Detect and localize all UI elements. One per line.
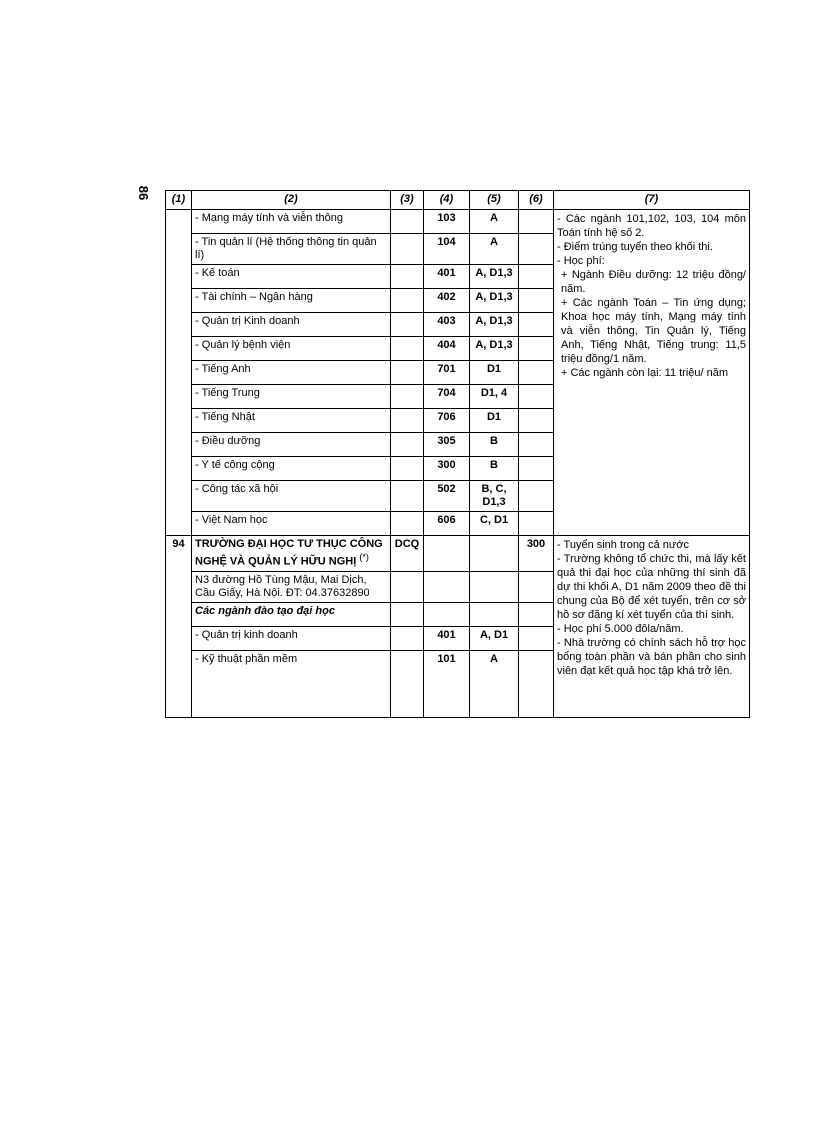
program-code: 704 — [424, 385, 470, 409]
program-name: - Quản trị Kinh doanh — [192, 313, 391, 337]
section-1 — [166, 210, 750, 536]
exam-block: B — [470, 457, 519, 481]
quota-cell — [519, 361, 554, 385]
quota-cell — [519, 650, 554, 717]
school-code-cell — [391, 626, 424, 650]
exam-block: A, D1,3 — [470, 289, 519, 313]
quota-cell — [519, 481, 554, 512]
exam-block: D1 — [470, 361, 519, 385]
col-header-4: (4) — [424, 191, 470, 210]
program-name: - Kỹ thuật phần mềm — [192, 650, 391, 717]
empty-cell — [519, 571, 554, 602]
exam-block: A — [470, 650, 519, 717]
school-code-cell — [391, 385, 424, 409]
col-header-5: (5) — [470, 191, 519, 210]
empty-cell — [470, 571, 519, 602]
page-number: 86 — [136, 185, 151, 201]
program-code: 104 — [424, 234, 470, 265]
school-index: 94 — [166, 536, 192, 718]
school-code-cell — [391, 650, 424, 717]
school-code: DCQ — [391, 536, 424, 572]
school-name-cell — [192, 536, 391, 572]
empty-cell — [424, 571, 470, 602]
note-line: - Trường không tổ chức thi, mà lấy kết quả thi đại học của những thí sinh đã dự thi khối A, D1 năm 2009 theo đề thi chung của Bộ để xét tuyển, trên cơ sở hồ sơ đăng kí xét tuyển của thí sinh. — [557, 553, 746, 621]
school-code-cell — [391, 481, 424, 512]
empty-cell — [519, 602, 554, 626]
program-name: - Tin quản lí (Hệ thống thông tin quản lí) — [192, 234, 391, 265]
quota-cell — [519, 409, 554, 433]
program-code: 502 — [424, 481, 470, 512]
note-line: - Các ngành 101,102, 103, 104 môn Toán tính hệ số 2. — [557, 213, 746, 239]
school-code-cell — [391, 512, 424, 536]
index-cell — [166, 210, 192, 536]
program-name: - Y tế công cộng — [192, 457, 391, 481]
exam-block: B — [470, 433, 519, 457]
program-code: 701 — [424, 361, 470, 385]
note-line: - Tuyển sinh trong cả nước — [557, 539, 689, 551]
program-name: - Tiếng Trung — [192, 385, 391, 409]
school-code-cell — [391, 433, 424, 457]
col-header-2: (2) — [192, 191, 391, 210]
column-header-row — [166, 191, 750, 210]
exam-block: D1, 4 — [470, 385, 519, 409]
quota-cell — [519, 265, 554, 289]
program-code: 402 — [424, 289, 470, 313]
empty-cell — [391, 602, 424, 626]
exam-block: A, D1 — [470, 626, 519, 650]
program-code: 101 — [424, 650, 470, 717]
note-line: + Ngành Điều dưỡng: 12 triệu đồng/ năm. — [561, 269, 746, 295]
school-code-cell — [391, 361, 424, 385]
quota-cell — [519, 210, 554, 234]
quota-cell — [519, 457, 554, 481]
table-row — [166, 210, 750, 234]
program-code: 401 — [424, 626, 470, 650]
program-name: - Mạng máy tính và viễn thông — [192, 210, 391, 234]
program-code: 401 — [424, 265, 470, 289]
quota-cell — [519, 385, 554, 409]
admission-table — [165, 190, 750, 718]
school-code-cell — [391, 457, 424, 481]
program-code: 404 — [424, 337, 470, 361]
col-header-7: (7) — [554, 191, 750, 210]
exam-block: A — [470, 234, 519, 265]
empty-cell — [470, 602, 519, 626]
program-code-cell — [424, 536, 470, 572]
school-code-cell — [391, 289, 424, 313]
school-code-cell — [391, 234, 424, 265]
quota-cell — [519, 337, 554, 361]
school-address: N3 đường Hồ Tùng Mậu, Mai Dịch, Cầu Giấy, Hà Nội. ĐT: 04.37632890 — [192, 571, 391, 602]
program-code: 305 — [424, 433, 470, 457]
program-name: - Quản lý bệnh viện — [192, 337, 391, 361]
exam-block: B, C, D1,3 — [470, 481, 519, 512]
program-code: 606 — [424, 512, 470, 536]
col-header-3: (3) — [391, 191, 424, 210]
program-name: - Kế toán — [192, 265, 391, 289]
quota-cell — [519, 626, 554, 650]
school-code-cell — [391, 313, 424, 337]
quota-cell — [519, 512, 554, 536]
notes-cell — [554, 210, 750, 536]
note-line: - Điểm trúng tuyển theo khối thi. — [557, 241, 713, 253]
private-mark: (*) — [359, 552, 369, 562]
exam-block: A — [470, 210, 519, 234]
note-line: - Học phí: — [557, 255, 605, 267]
quota-cell — [519, 234, 554, 265]
quota-cell — [519, 289, 554, 313]
program-name: - Quản trị kinh doanh — [192, 626, 391, 650]
quota-cell — [519, 313, 554, 337]
program-name: - Công tác xã hội — [192, 481, 391, 512]
program-code: 706 — [424, 409, 470, 433]
program-heading: Các ngành đào tạo đại học — [192, 602, 391, 626]
school-row — [166, 536, 750, 572]
program-name: - Tiếng Anh — [192, 361, 391, 385]
note-line: + Các ngành còn lại: 11 triệu/ năm — [561, 367, 729, 379]
exam-block: A, D1,3 — [470, 337, 519, 361]
program-name: - Việt Nam học — [192, 512, 391, 536]
exam-block: A, D1,3 — [470, 313, 519, 337]
exam-block: A, D1,3 — [470, 265, 519, 289]
exam-block-cell — [470, 536, 519, 572]
note-line: + Các ngành Toán – Tin ứng dụng; Khoa học máy tính, Mạng máy tính và viễn thông, Tin Quản lý, Tiếng Anh, Tiếng Nhật, Tiếng trung: 11,5 triệu đồng/1 năm. — [561, 297, 746, 365]
school-name: TRƯỜNG ĐẠI HỌC TƯ THỤC CÔNG NGHỆ VÀ QUẢN LÝ HỮU NGHỊ — [195, 538, 383, 568]
program-code: 403 — [424, 313, 470, 337]
exam-block: D1 — [470, 409, 519, 433]
program-code: 300 — [424, 457, 470, 481]
program-name: - Tài chính – Ngân hàng — [192, 289, 391, 313]
note-line: - Học phí 5.000 đôla/năm. — [557, 623, 684, 635]
school-code-cell — [391, 210, 424, 234]
exam-block: C, D1 — [470, 512, 519, 536]
section-2 — [166, 536, 750, 718]
school-code-cell — [391, 337, 424, 361]
program-name: - Điều dưỡng — [192, 433, 391, 457]
col-header-1: (1) — [166, 191, 192, 210]
quota-cell — [519, 433, 554, 457]
empty-cell — [391, 571, 424, 602]
program-code: 103 — [424, 210, 470, 234]
note-line: - Nhà trường có chính sách hỗ trợ học bổng toàn phần và bán phần cho sinh viên đạt kết quả học tập khá trở lên. — [557, 637, 746, 677]
program-name: - Tiếng Nhật — [192, 409, 391, 433]
empty-cell — [424, 602, 470, 626]
school-quota: 300 — [519, 536, 554, 572]
notes-cell — [554, 536, 750, 718]
school-code-cell — [391, 265, 424, 289]
school-code-cell — [391, 409, 424, 433]
col-header-6: (6) — [519, 191, 554, 210]
